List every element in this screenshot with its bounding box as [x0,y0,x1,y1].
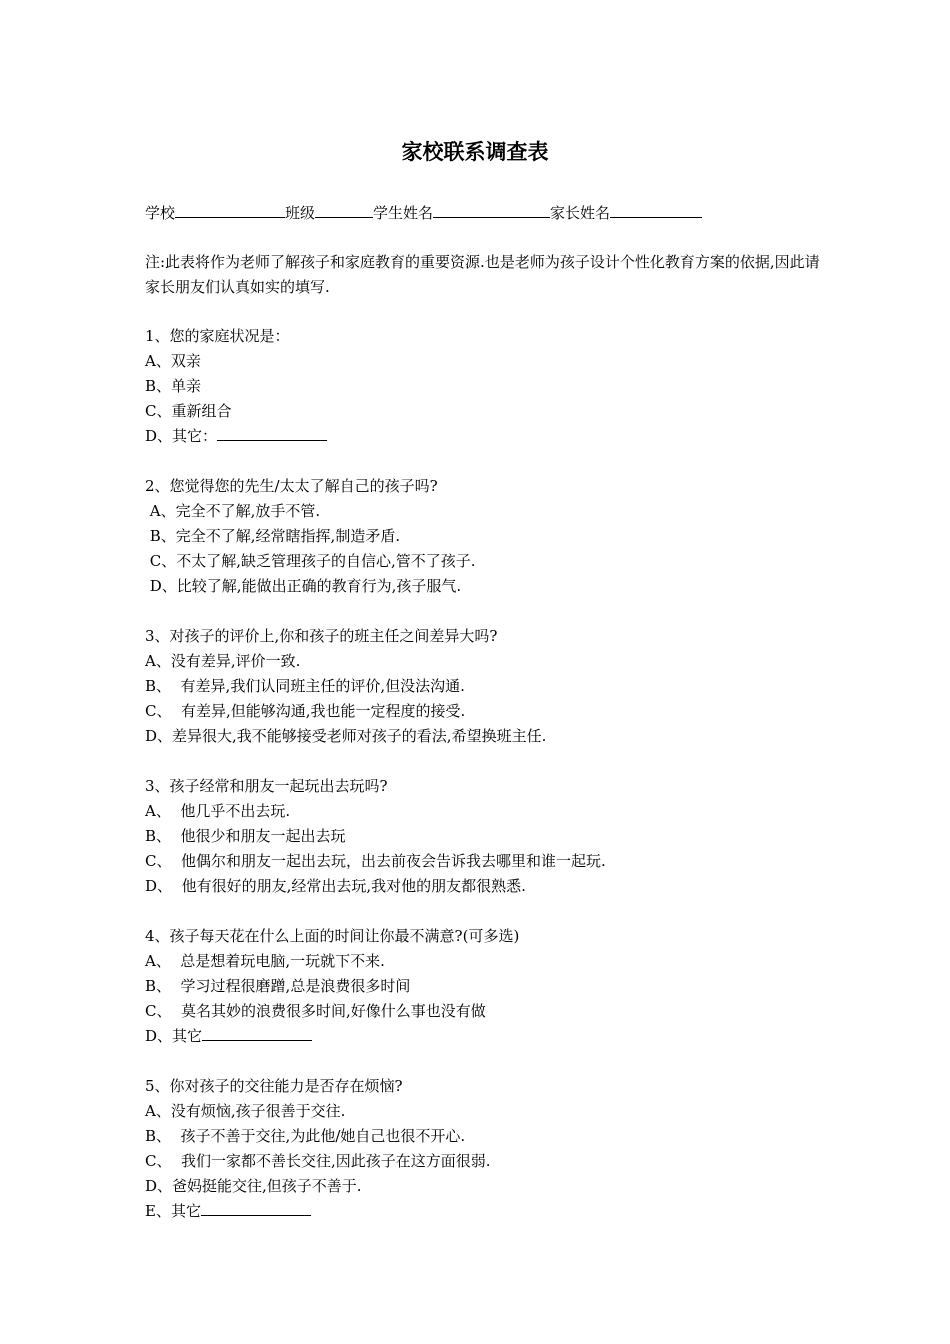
answer-option-label: A、没有差异,评价一致. [145,652,301,670]
answer-option[interactable] [145,399,845,424]
answer-option-label: B、 孩子不善于交往,为此他/她自己也很不开心. [145,1127,466,1145]
answer-option-label: A、 总是想着玩电脑,一玩就下不来. [145,952,385,970]
answer-option[interactable] [145,974,845,999]
answer-option[interactable] [145,824,845,849]
question-block [145,474,845,599]
answer-option[interactable] [145,849,845,874]
answer-option-label: D、 他有很好的朋友,经常出去玩,我对他的朋友都很熟悉. [145,877,526,895]
question-text: 3、对孩子的评价上,你和孩子的班主任之间差异大吗? [145,627,498,645]
answer-option-label: B、单亲 [145,377,202,395]
question-text: 2、您觉得您的先生/太太了解自己的孩子吗? [145,477,438,495]
answer-option-label: B、 他很少和朋友一起出去玩 [145,827,346,845]
answer-option[interactable] [145,424,845,449]
note-paragraph: 注:此表将作为老师了解孩子和家庭教育的重要资源.也是老师为孩子设计个性化教育方案的依据,因此请家长朋友们认真如实的填写. [145,253,820,296]
student-name-blank[interactable] [433,200,550,218]
answer-option-label: B、 学习过程很磨蹭,总是浪费很多时间 [145,977,411,995]
answer-option-label: D、差异很大,我不能够接受老师对孩子的看法,希望换班主任. [145,727,547,745]
answer-option-label: C、 莫名其妙的浪费很多时间,好像什么事也没有做 [145,1002,486,1020]
answer-option-label: C、 他偶尔和朋友一起出去玩，出去前夜会告诉我去哪里和谁一起玩. [145,852,606,870]
answer-option-label: A、双亲 [145,352,201,370]
answer-option-label: D、其它： [145,427,218,445]
question-block [145,624,845,749]
answer-option[interactable] [145,349,845,374]
question-block [145,924,845,1049]
answer-option-label: A、没有烦恼,孩子很善于交往. [145,1102,346,1120]
student-name-label: 学生姓名 [373,204,434,222]
school-label: 学校 [145,204,176,222]
answer-option[interactable] [145,649,845,674]
parent-name-blank[interactable] [610,200,702,218]
question-text: 5、你对孩子的交往能力是否存在烦恼? [145,1077,403,1095]
answer-option-label: D、爸妈挺能交往,但孩子不善于. [145,1177,362,1195]
answer-option[interactable] [145,1099,845,1124]
class-blank[interactable] [315,200,373,218]
answer-option[interactable] [145,1199,845,1224]
answer-option-label: C、 有差异,但能够沟通,我也能一定程度的接受. [145,702,466,720]
answer-option[interactable] [145,999,845,1024]
info-line [145,200,845,225]
answer-option[interactable] [145,799,845,824]
answer-option[interactable] [145,499,845,524]
answer-option[interactable] [145,1149,845,1174]
answer-option[interactable] [145,1124,845,1149]
answer-option[interactable] [145,674,845,699]
answer-option[interactable] [145,949,845,974]
questions-list [145,324,845,1249]
answer-option[interactable] [145,699,845,724]
answer-option-label: A、 他几乎不出去玩. [145,802,291,820]
other-answer-blank[interactable] [202,1024,312,1041]
question-block [145,1074,845,1224]
other-answer-blank[interactable] [201,1199,311,1216]
answer-option-label: C、重新组合 [145,402,232,420]
school-blank[interactable] [175,200,285,218]
answer-option[interactable] [145,1174,845,1199]
answer-option[interactable] [145,724,845,749]
question-text: 1、您的家庭状况是： [145,327,290,345]
answer-option[interactable] [145,374,845,399]
answer-option[interactable] [145,549,845,574]
answer-option-label: E、其它 [145,1202,201,1220]
page-title: 家校联系调查表 [401,139,549,164]
answer-option[interactable] [145,874,845,899]
question-text: 3、孩子经常和朋友一起玩出去玩吗? [145,777,388,795]
parent-name-label: 家长姓名 [550,204,611,222]
answer-option[interactable] [145,574,845,599]
answer-option-label: D、比较了解,能做出正确的教育行为,孩子服气. [145,577,462,595]
other-answer-blank[interactable] [217,424,327,441]
question-block [145,324,845,449]
class-label: 班级 [285,204,316,222]
question-text: 4、孩子每天花在什么上面的时间让你最不满意?(可多选) [145,927,520,945]
answer-option[interactable] [145,524,845,549]
answer-option-label: D、其它 [145,1027,203,1045]
question-block [145,774,845,899]
answer-option-label: C、 我们一家都不善长交往,因此孩子在这方面很弱. [145,1152,491,1170]
answer-option-label: C、不太了解,缺乏管理孩子的自信心,管不了孩子. [145,552,476,570]
answer-option-label: B、完全不了解,经常瞎指挥,制造矛盾. [145,527,401,545]
answer-option-label: B、 有差异,我们认同班主任的评价,但没法沟通. [145,677,465,695]
answer-option[interactable] [145,1024,845,1049]
answer-option-label: A、完全不了解,放手不管. [145,502,321,520]
